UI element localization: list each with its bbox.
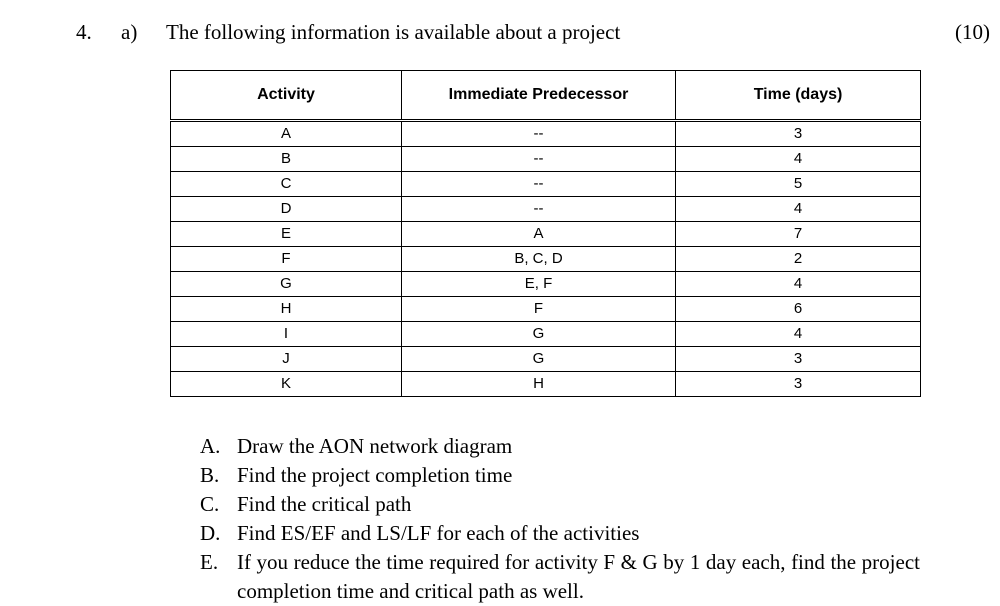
task-label: A. xyxy=(200,434,221,458)
table-header-row xyxy=(171,71,921,121)
cell-predecessor: F xyxy=(402,297,676,322)
cell-time: 2 xyxy=(676,247,921,272)
cell-time: 3 xyxy=(676,372,921,397)
cell-predecessor: H xyxy=(402,372,676,397)
cell-activity: H xyxy=(171,297,402,322)
cell-activity: J xyxy=(171,347,402,372)
cell-predecessor: A xyxy=(402,222,676,247)
cell-activity: K xyxy=(171,372,402,397)
task-text: Draw the AON network diagram xyxy=(237,434,513,458)
cell-activity: D xyxy=(171,197,402,222)
table-row xyxy=(171,247,921,272)
task-item xyxy=(200,548,920,606)
cell-time: 5 xyxy=(676,172,921,197)
task-text: Find the project completion time xyxy=(237,463,513,487)
activity-table xyxy=(170,70,921,397)
cell-time: 3 xyxy=(676,121,921,147)
table-row xyxy=(171,347,921,372)
task-label: E. xyxy=(200,550,219,574)
cell-predecessor: G xyxy=(402,322,676,347)
header-time-days: Time (days) xyxy=(676,71,921,121)
table-row xyxy=(171,197,921,222)
table-row xyxy=(171,121,921,147)
table-row xyxy=(171,322,921,347)
cell-predecessor: -- xyxy=(402,121,676,147)
question-part: a) xyxy=(121,20,138,44)
cell-activity: C xyxy=(171,172,402,197)
table-row xyxy=(171,172,921,197)
cell-activity: G xyxy=(171,272,402,297)
task-text: Find the critical path xyxy=(237,492,412,516)
cell-predecessor: E, F xyxy=(402,272,676,297)
cell-predecessor: -- xyxy=(402,147,676,172)
header-activity: Activity xyxy=(171,71,402,121)
table-row xyxy=(171,297,921,322)
cell-predecessor: -- xyxy=(402,197,676,222)
cell-predecessor: B, C, D xyxy=(402,247,676,272)
cell-time: 4 xyxy=(676,272,921,297)
cell-predecessor: -- xyxy=(402,172,676,197)
cell-time: 7 xyxy=(676,222,921,247)
cell-activity: E xyxy=(171,222,402,247)
cell-activity: A xyxy=(171,121,402,147)
task-item xyxy=(200,519,920,548)
cell-time: 6 xyxy=(676,297,921,322)
task-text: Find ES/EF and LS/LF for each of the activities xyxy=(237,521,640,545)
task-item xyxy=(200,461,920,490)
cell-time: 4 xyxy=(676,147,921,172)
table-row xyxy=(171,372,921,397)
cell-time: 3 xyxy=(676,347,921,372)
cell-predecessor: G xyxy=(402,347,676,372)
task-item xyxy=(200,490,920,519)
task-label: B. xyxy=(200,463,220,487)
cell-activity: I xyxy=(171,322,402,347)
header-immediate-predecessor: Immediate Predecessor xyxy=(402,71,676,121)
question-intro: The following information is available about a project xyxy=(166,20,621,44)
question-marks: (10) xyxy=(955,20,990,44)
task-item xyxy=(200,432,920,461)
table-row xyxy=(171,272,921,297)
cell-time: 4 xyxy=(676,197,921,222)
cell-activity: F xyxy=(171,247,402,272)
table-row xyxy=(171,222,921,247)
task-list xyxy=(200,432,920,606)
task-text: If you reduce the time required for activity F & G by 1 day each, find the project completion time and critical path as well. xyxy=(237,550,920,603)
question-number: 4. xyxy=(76,20,92,44)
task-label: C. xyxy=(200,492,220,516)
task-label: D. xyxy=(200,521,221,545)
cell-activity: B xyxy=(171,147,402,172)
table-row xyxy=(171,147,921,172)
cell-time: 4 xyxy=(676,322,921,347)
